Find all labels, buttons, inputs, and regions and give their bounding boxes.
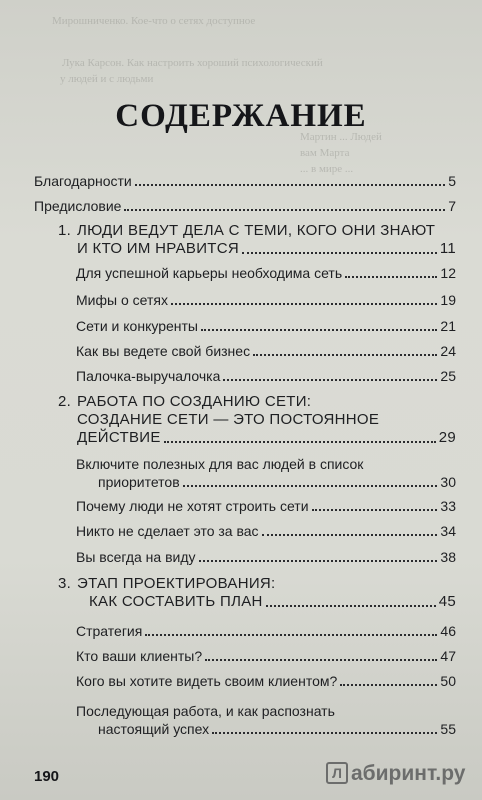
dot-leader	[253, 353, 437, 356]
chapter-title-line: ДЕЙСТВИЕ	[77, 429, 161, 446]
page-number: 190	[34, 768, 60, 785]
dot-leader	[223, 378, 437, 381]
chapter-number: 3.	[58, 575, 72, 592]
dot-leader	[183, 484, 438, 487]
toc-page-number: 47	[440, 648, 456, 664]
chapter-title-line: РАБОТА ПО СОЗДАНИЮ СЕТИ:	[77, 393, 312, 410]
toc-page-number: 25	[440, 368, 456, 384]
bleed-through-line: Мартин ... Людей	[300, 131, 382, 143]
toc-page-number: 55	[440, 721, 456, 737]
toc-page-number: 50	[440, 673, 456, 689]
labirint-logo-icon: Л	[326, 762, 348, 784]
dot-leader	[171, 302, 437, 305]
chapter-title-line: КАК СОСТАВИТЬ ПЛАН	[89, 593, 263, 610]
dot-leader	[345, 275, 437, 278]
toc-section[interactable]	[76, 672, 456, 690]
toc-section[interactable]	[76, 455, 456, 495]
bleed-through-line: Лука Карсон. Как настроить хороший психологический	[62, 57, 323, 69]
dot-leader	[312, 508, 438, 511]
toc-entry-preface[interactable]	[34, 197, 456, 215]
toc-page-number: 29	[438, 429, 456, 446]
toc-entry-label: Предисловие	[34, 198, 122, 214]
toc-section[interactable]	[76, 522, 456, 540]
toc-page-number: 45	[438, 593, 456, 610]
toc-entry-label: Как вы ведете свой бизнес	[76, 343, 251, 359]
watermark	[326, 762, 466, 786]
toc-section[interactable]	[76, 702, 456, 742]
toc-page-number: 19	[440, 292, 456, 308]
bleed-through-line: вам Марта	[300, 147, 350, 159]
toc-page-number: 7	[448, 198, 456, 214]
toc-entry-label: Включите полезных для вас людей в список	[76, 456, 364, 472]
toc-section[interactable]	[76, 548, 456, 566]
toc-entry-label: приоритетов	[98, 474, 180, 490]
dot-leader	[145, 633, 437, 636]
toc-page-number: 12	[440, 265, 456, 281]
toc-entry-label: Кто ваши клиенты?	[76, 648, 203, 664]
dot-leader	[124, 208, 445, 211]
dot-leader	[266, 604, 436, 607]
toc-section[interactable]	[76, 497, 456, 515]
toc-page-number: 46	[440, 623, 456, 639]
dot-leader	[135, 183, 445, 186]
dot-leader	[199, 559, 438, 562]
toc-entry-label: Сети и конкуренты	[76, 318, 198, 334]
toc-entry-label: Никто не сделает это за вас	[76, 523, 259, 539]
toc-section[interactable]	[76, 622, 456, 640]
toc-entry-label: Кого вы хотите видеть своим клиентом?	[76, 673, 338, 689]
bleed-through-line: ... в мире ...	[300, 163, 354, 175]
toc-section[interactable]	[76, 291, 456, 309]
toc-entry-label: Почему люди не хотят строить сети	[76, 498, 309, 514]
toc-entry-label: Благодарности	[34, 173, 132, 189]
toc-page-number: 30	[440, 474, 456, 490]
toc-entry-label: настоящий успех	[98, 721, 210, 737]
dot-leader	[212, 731, 437, 734]
watermark-text: абиринт.ру	[351, 762, 466, 785]
toc-section[interactable]	[76, 264, 456, 282]
toc-page-number: 34	[440, 523, 456, 539]
chapter-title-line: СОЗДАНИЕ СЕТИ — ЭТО ПОСТОЯННОЕ	[77, 411, 380, 428]
toc-entry-label: Палочка-выручалочка	[76, 368, 221, 384]
dot-leader	[201, 328, 437, 331]
dot-leader	[205, 658, 437, 661]
toc-section[interactable]	[76, 367, 456, 385]
toc-section[interactable]	[76, 647, 456, 665]
toc-entry-label: Стратегия	[76, 623, 143, 639]
toc-chapter-1[interactable]	[58, 222, 456, 262]
toc-page-number: 38	[440, 549, 456, 565]
page-title: СОДЕРЖАНИЕ	[115, 98, 367, 134]
toc-chapter-3[interactable]	[58, 575, 456, 615]
dot-leader	[340, 683, 437, 686]
toc-page-number: 33	[440, 498, 456, 514]
toc-chapter-2[interactable]	[58, 393, 456, 453]
toc-section[interactable]	[76, 317, 456, 335]
toc-page-number: 21	[440, 318, 456, 334]
chapter-title-line: И КТО ИМ НРАВИТСЯ	[77, 240, 240, 257]
toc-entry-label: Вы всегда на виду	[76, 549, 196, 565]
bleed-through-line: у людей и с людьми	[60, 73, 154, 85]
chapter-title-line: ЭТАП ПРОЕКТИРОВАНИЯ:	[77, 575, 276, 592]
dot-leader	[164, 440, 436, 443]
dot-leader	[242, 251, 437, 254]
chapter-title-line: ЛЮДИ ВЕДУТ ДЕЛА С ТЕМИ, КОГО ОНИ ЗНАЮТ	[77, 222, 436, 239]
toc-page-number: 5	[448, 173, 456, 189]
toc-entry-label: Последующая работа, и как распознать	[76, 703, 335, 719]
toc-section[interactable]	[76, 342, 456, 360]
toc-entry-label: Для успешной карьеры необходима сеть	[76, 265, 343, 281]
toc-entry-acknowledgements[interactable]	[34, 172, 456, 190]
toc-page-number: 11	[439, 240, 456, 257]
dot-leader	[262, 533, 438, 536]
chapter-number: 2.	[58, 393, 72, 410]
bleed-through-line: Мирошниченко. Кое-что о сетях доступное	[52, 15, 256, 27]
toc-entry-label: Мифы о сетях	[76, 292, 168, 308]
chapter-number: 1.	[58, 222, 72, 239]
toc-page-number: 24	[440, 343, 456, 359]
